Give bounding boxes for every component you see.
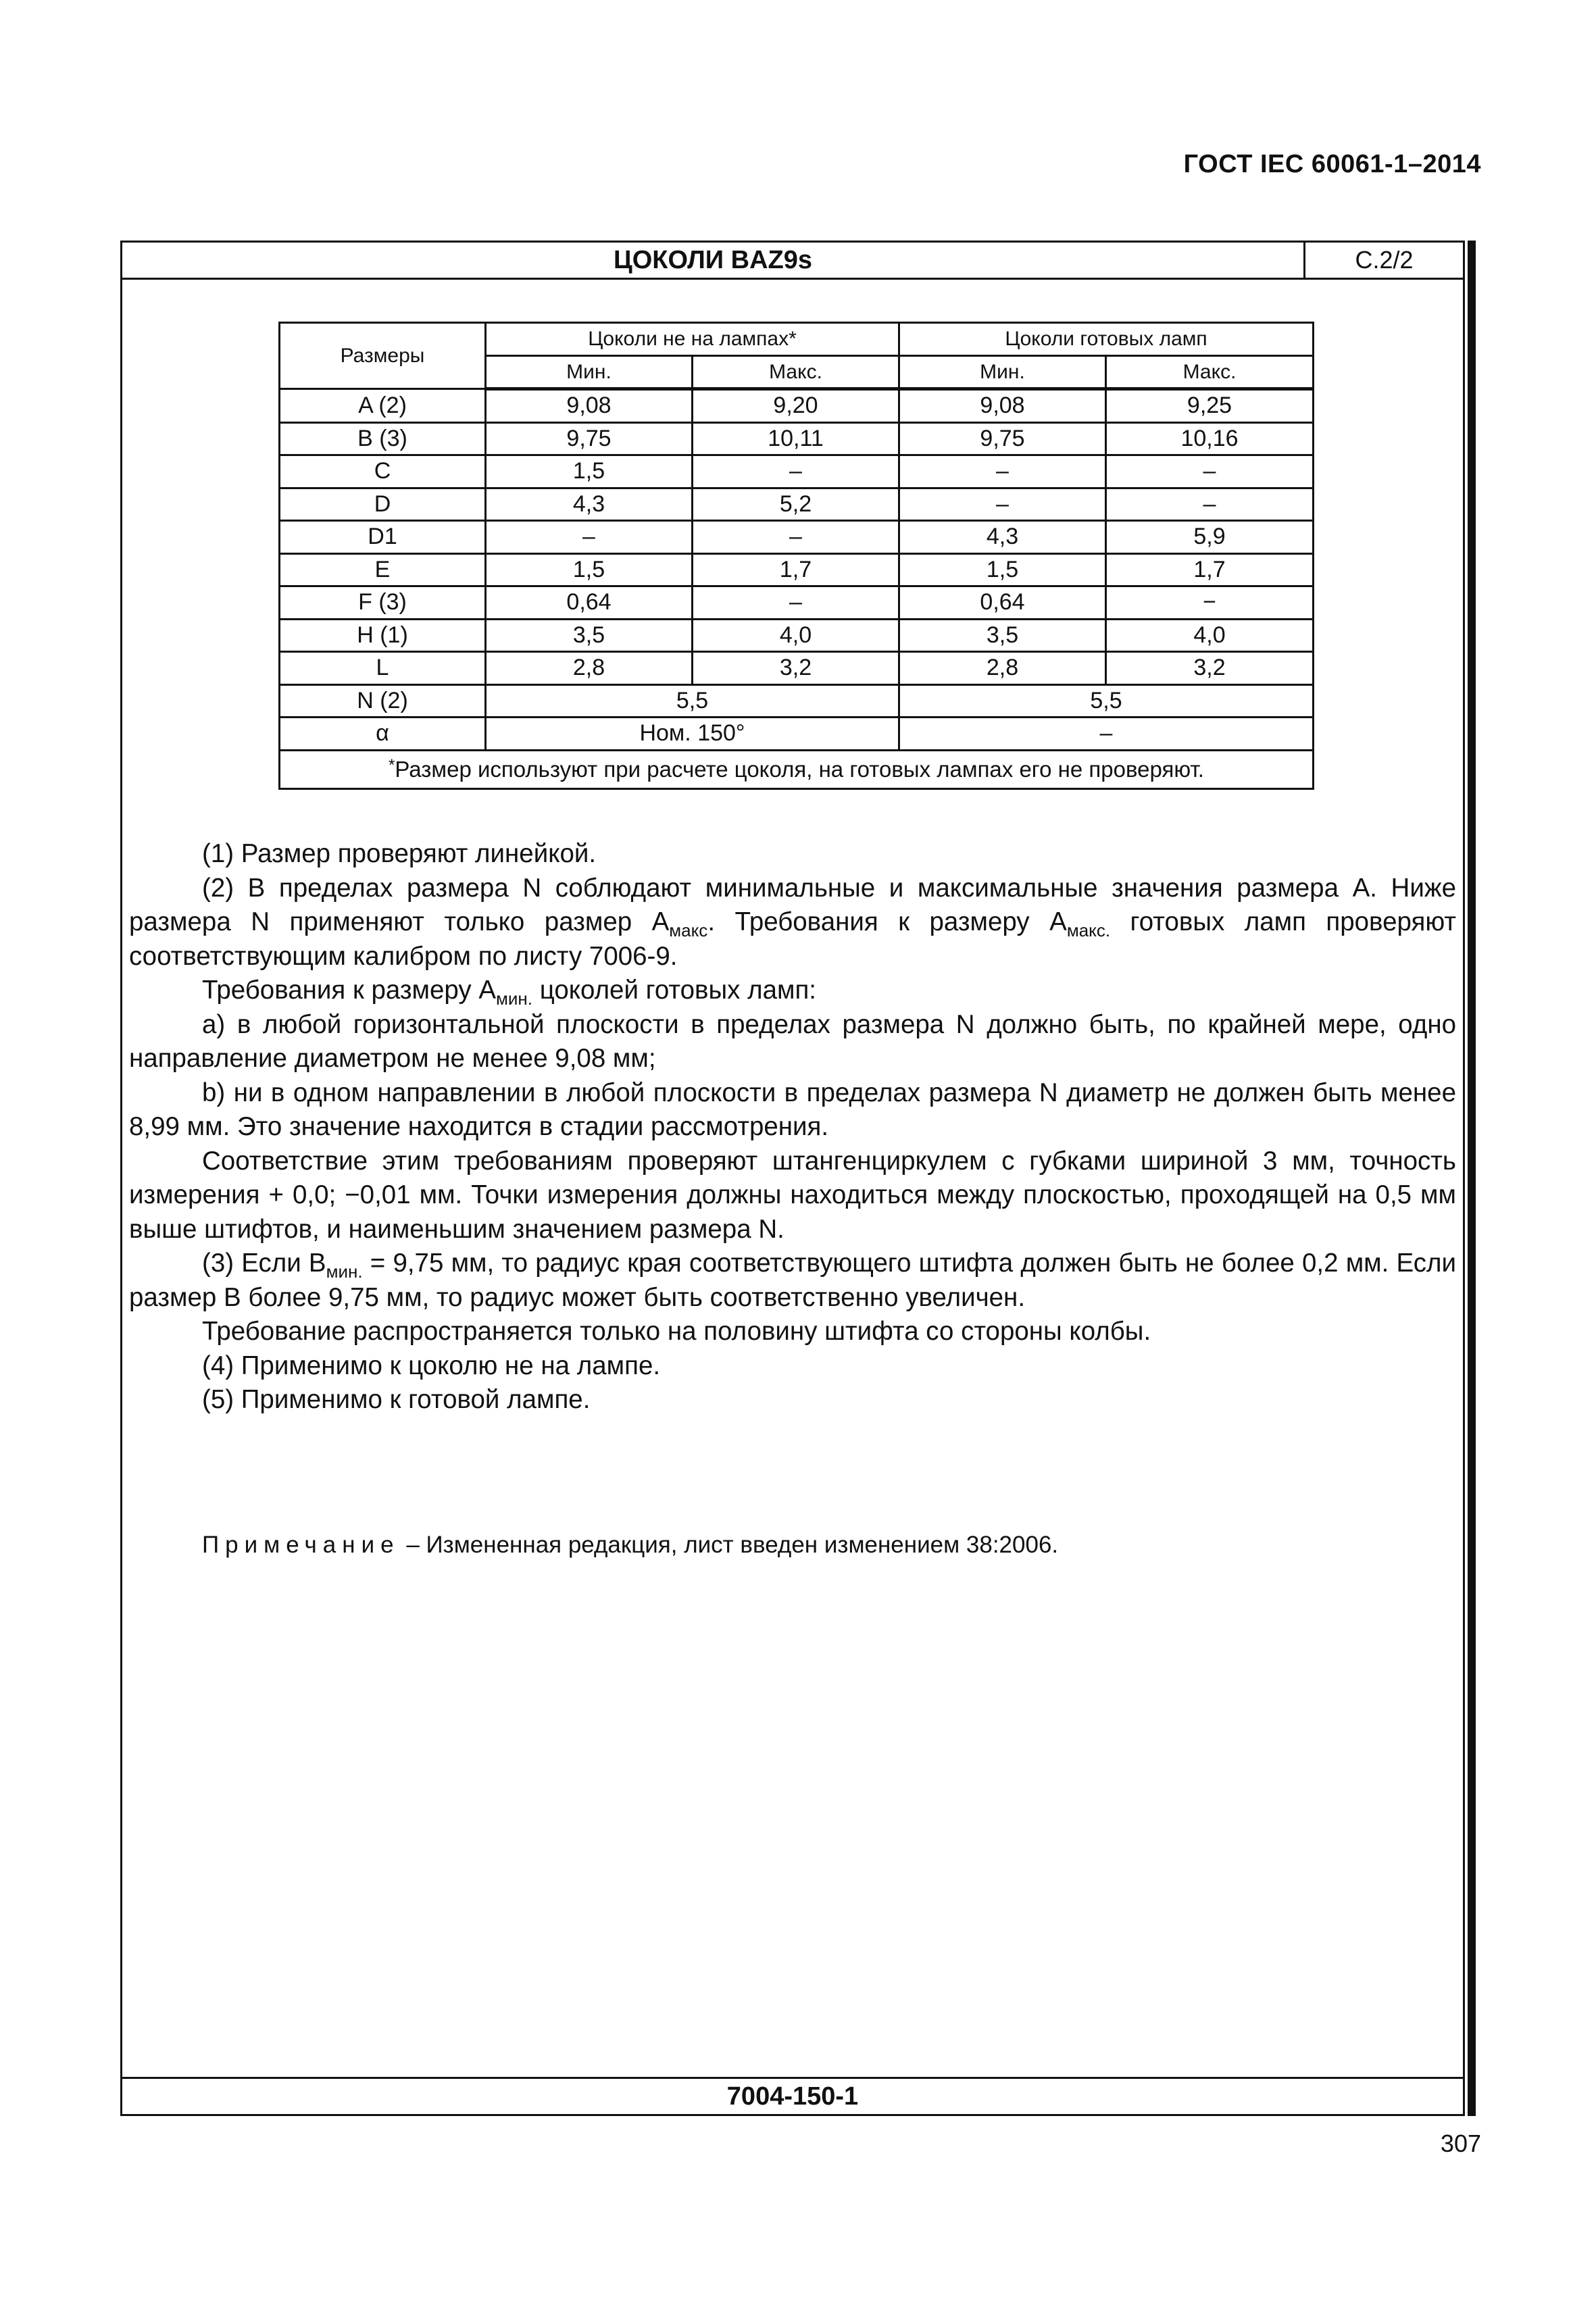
- note-3-part-b: = 9,75 мм, то радиус края соответствующего штифта должен быть не более 0,2 мм. Если размер B более 9,75 мм, то радиус может быть соответственно увеличен.: [129, 1249, 1457, 1312]
- table-cell: Ном. 150°: [486, 718, 899, 751]
- lamps-max-header: Макс.: [1106, 355, 1314, 389]
- table-cell: –: [899, 718, 1314, 751]
- row-name: H (1): [280, 619, 486, 652]
- sheet-frame: [120, 241, 1465, 2116]
- table-cell: –: [693, 586, 899, 620]
- table-row: [280, 619, 1314, 652]
- table-cell: 5,5: [486, 684, 899, 718]
- table-row: [280, 488, 1314, 521]
- table-row: [280, 422, 1314, 455]
- note-3: [129, 1247, 1456, 1315]
- subscript-max: макс: [669, 920, 708, 940]
- table-cell: –: [1106, 488, 1314, 521]
- sheet-title: ЦОКОЛИ BAZ9s: [613, 246, 813, 274]
- group-lamps-header: Цоколи готовых ламп: [899, 323, 1314, 356]
- row-name: E: [280, 553, 486, 586]
- table-cell: 9,08: [899, 389, 1106, 423]
- sheet-header: [122, 243, 1463, 280]
- remark: [202, 1532, 1058, 1559]
- table-cell: 1,5: [899, 553, 1106, 586]
- frame-right-bar: [1468, 241, 1476, 2116]
- row-name: B (3): [280, 422, 486, 455]
- table-cell: 2,8: [899, 652, 1106, 685]
- table-cell: 9,75: [486, 422, 693, 455]
- row-name: α: [280, 718, 486, 751]
- table-row-n: [280, 684, 1314, 718]
- table-row: [280, 586, 1314, 620]
- footnote-mark: *: [389, 756, 395, 774]
- caps-max-header: Макс.: [693, 355, 899, 389]
- table-cell: 1,5: [486, 553, 693, 586]
- sheet-footer: [122, 2077, 1463, 2114]
- row-name: N (2): [280, 684, 486, 718]
- dimensions-table: [278, 322, 1314, 790]
- table-cell: –: [693, 455, 899, 488]
- subscript-min: мин.: [326, 1261, 363, 1282]
- table-cell: 3,2: [693, 652, 899, 685]
- table-row: [280, 455, 1314, 488]
- remark-label: Примечание: [202, 1532, 400, 1558]
- table-cell: 3,2: [1106, 652, 1314, 685]
- table-cell: 0,64: [899, 586, 1106, 620]
- note-3-part-a: (3) Если B: [202, 1249, 326, 1278]
- note-3-requirement: Требование распространяется только на половину штифта со стороны колбы.: [202, 1317, 1151, 1346]
- subscript-min: мин.: [496, 988, 533, 1009]
- note-5: (5) Применимо к готовой лампе.: [202, 1385, 591, 1414]
- note-1: (1) Размер проверяют линейкой.: [202, 839, 597, 868]
- table-row: [280, 652, 1314, 685]
- note-2-requirements: [129, 974, 1456, 1008]
- table-cell: 4,3: [899, 521, 1106, 554]
- table-cell: −: [1106, 586, 1314, 620]
- row-name: D: [280, 488, 486, 521]
- table-cell: –: [693, 521, 899, 554]
- table-cell: –: [899, 488, 1106, 521]
- table-cell: –: [1106, 455, 1314, 488]
- table-cell: 3,5: [486, 619, 693, 652]
- table-cell: 1,7: [1106, 553, 1314, 586]
- table-cell: 4,0: [1106, 619, 1314, 652]
- note-2-part-a: (2) В пределах размера N соблюдают минимальные и максимальные значения размера A. Ниже размера N применяют только размер A: [129, 873, 1456, 936]
- row-name: L: [280, 652, 486, 685]
- table-row-alpha: [280, 718, 1314, 751]
- table-cell: 10,11: [693, 422, 899, 455]
- col-dimensions-header: Размеры: [280, 323, 486, 389]
- requirements-part-b: цоколей готовых ламп:: [532, 976, 817, 1005]
- table-row: [280, 389, 1314, 423]
- notes-section: [129, 837, 1456, 1417]
- table-cell: 3,5: [899, 619, 1106, 652]
- table-cell: 2,8: [486, 652, 693, 685]
- caps-min-header: Мин.: [486, 355, 693, 389]
- table-cell: 9,25: [1106, 389, 1314, 423]
- requirements-part-a: Требования к размеру A: [202, 976, 497, 1005]
- table-cell: 9,08: [486, 389, 693, 423]
- table-row: [280, 521, 1314, 554]
- table-cell: 5,2: [693, 488, 899, 521]
- table-cell: –: [899, 455, 1106, 488]
- table-footnote-row: [280, 750, 1314, 788]
- table-cell: 4,3: [486, 488, 693, 521]
- row-name: A (2): [280, 389, 486, 423]
- table-footnote: [280, 750, 1314, 788]
- table-cell: 4,0: [693, 619, 899, 652]
- subscript-max: макс.: [1066, 920, 1111, 940]
- note-2-check: Соответствие этим требованиям проверяют штангенциркулем с губками шириной 3 мм, точность измерения + 0,0; −0,01 мм. Точки измерения должны находиться между плоскостью, проходящей на 0,5 мм выше штифтов, и наименьшим значением размера N.: [129, 1146, 1456, 1244]
- table-cell: 9,75: [899, 422, 1106, 455]
- note-2-item-a: a) в любой горизонтальной плоскости в пределах размера N должно быть, по крайней мере, одно направление диаметром не менее 9,08 мм;: [129, 1009, 1456, 1073]
- footnote-text: Размер используют при расчете цоколя, на готовых лампах его не проверяют.: [395, 757, 1204, 782]
- remark-text: – Измененная редакция, лист введен изменением 38:2006.: [399, 1532, 1059, 1558]
- page-number: 307: [1440, 2130, 1481, 2157]
- table-cell: 1,7: [693, 553, 899, 586]
- table-cell: 1,5: [486, 455, 693, 488]
- lamps-min-header: Мин.: [899, 355, 1106, 389]
- sheet-page-label: С.2/2: [1355, 246, 1414, 274]
- note-4: (4) Применимо к цоколю не на лампе.: [202, 1351, 661, 1380]
- table-cell: 5,5: [899, 684, 1314, 718]
- sheet-code: 7004-150-1: [726, 2082, 859, 2111]
- note-2-part-c: готовых ламп проверяют соответствующим калибром по листу 7006-9.: [129, 907, 1456, 971]
- note-2: [129, 872, 1456, 974]
- table-header-row: [280, 323, 1314, 356]
- row-name: F (3): [280, 586, 486, 620]
- table-cell: 10,16: [1106, 422, 1314, 455]
- table-row: [280, 553, 1314, 586]
- table-cell: 0,64: [486, 586, 693, 620]
- note-2-item-b: b) ни в одном направлении в любой плоскости в пределах размера N диаметр не должен быть менее 8,99 мм. Это значение находится в стадии рассмотрения.: [129, 1078, 1456, 1141]
- note-2-part-b: . Требования к размеру A: [707, 907, 1067, 936]
- table-cell: –: [486, 521, 693, 554]
- row-name: D1: [280, 521, 486, 554]
- table-cell: 5,9: [1106, 521, 1314, 554]
- table-cell: 9,20: [693, 389, 899, 423]
- standard-code: ГОСТ IEC 60061-1–2014: [1183, 150, 1481, 178]
- row-name: C: [280, 455, 486, 488]
- group-caps-header: Цоколи не на лампах*: [486, 323, 899, 356]
